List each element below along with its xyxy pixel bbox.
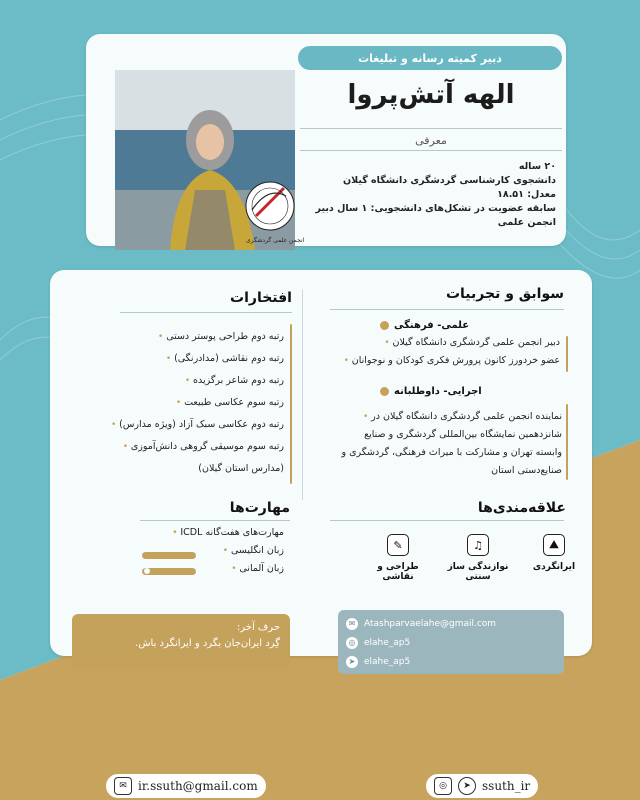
interests-title: علاقه‌مندی‌ها xyxy=(477,500,566,516)
experience-group-heading xyxy=(380,320,570,331)
association-logo xyxy=(238,176,305,246)
honors-divider xyxy=(120,312,292,313)
bio-block xyxy=(300,160,556,230)
interest-label: نوازندگی ساز سنتی xyxy=(447,562,509,582)
telegram-icon: ➤ xyxy=(458,777,476,795)
german-skill-bar xyxy=(142,568,196,575)
experience-group-label: علمی- فرهنگی xyxy=(394,320,470,331)
instagram-icon: ◎ xyxy=(434,777,452,795)
honors-title: افتخارات xyxy=(230,290,292,306)
person-name: الهه آتش‌پروا xyxy=(347,80,515,110)
role-badge: دبیر کمیته رسانه و تبلیغات xyxy=(298,46,562,70)
footer-handle[interactable]: ssuth_ir xyxy=(482,779,531,793)
column-divider xyxy=(302,290,303,500)
list-item: دبیر انجمن علمی گردشگری دانشگاه گیلان • xyxy=(312,334,560,352)
contact-instagram[interactable]: elahe_ap5 xyxy=(364,637,411,648)
skills-title: مهارت‌ها xyxy=(229,500,290,516)
closing-quote-box xyxy=(72,614,290,670)
experience-group-label: اجرایی- داوطلبانه xyxy=(394,386,482,397)
intro-label: معرفی xyxy=(415,134,447,147)
footer-social-pill xyxy=(426,774,538,798)
hiking-icon: ⛰ xyxy=(543,534,565,556)
experience-group-heading xyxy=(380,386,570,397)
palette-icon: ✎ xyxy=(387,534,409,556)
contact-telegram[interactable]: elahe_ap5 xyxy=(364,656,411,667)
interests-divider xyxy=(330,520,564,521)
email-icon: ✉ xyxy=(346,618,358,630)
list-item-continued: صنایع‌دستی استان xyxy=(491,465,562,476)
list-item: نماینده انجمن علمی گردشگری دانشگاه گیلان در • xyxy=(312,408,562,426)
quote-label: حرف آخر: xyxy=(236,622,280,633)
drum-icon: ♫ xyxy=(467,534,489,556)
bullet-dot-icon xyxy=(380,387,389,396)
english-skill-bar xyxy=(142,552,196,559)
interest-item xyxy=(522,534,586,572)
experience-list xyxy=(312,408,562,480)
bio-line: معدل: ۱۸.۵۱ xyxy=(497,189,556,200)
list-item: رتبه دوم نقاشی (مدادرنگی) • xyxy=(100,348,284,370)
skill-item: زبان انگلیسی • xyxy=(150,542,284,560)
contact-row xyxy=(346,652,556,671)
bio-line: دانشجوی کارشناسی گردشگری دانشگاه گیلان xyxy=(343,175,556,186)
skill-item: زبان آلمانی • xyxy=(150,560,284,578)
experience-divider xyxy=(330,309,564,310)
skill-bar-knob xyxy=(144,568,150,574)
interest-label: ایرانگردی xyxy=(532,562,576,572)
timeline-bar xyxy=(566,336,568,372)
list-item-continued: (مدارس استان گیلان) xyxy=(198,463,284,474)
list-item: رتبه دوم شاعر برگزیده • xyxy=(100,370,284,392)
svg-text:انجمن علمی گردشگری: انجمن علمی گردشگری xyxy=(246,237,305,244)
list-item-continued: شانزدهمین نمایشگاه بین‌المللی گردشگری و صنایع xyxy=(364,429,562,440)
intro-divider xyxy=(300,150,562,151)
experience-title: سوابق و تجربیات xyxy=(445,286,564,302)
list-item: رتبه دوم عکاسی سبک آزاد (ویژه مدارس) • xyxy=(100,414,284,436)
contact-row xyxy=(346,633,556,652)
interest-item xyxy=(366,534,430,582)
email-icon: ✉ xyxy=(114,777,132,795)
bullet-dot-icon xyxy=(380,321,389,330)
timeline-bar xyxy=(566,404,568,480)
contact-email[interactable]: Atashparvaelahe@gmail.com xyxy=(364,618,497,629)
experience-list xyxy=(312,334,560,370)
list-item-continued: وابسته تهران و مشارکت با میراث فرهنگی، گردشگری و xyxy=(341,447,562,458)
skill-item: مهارت‌های هفت‌گانه ICDL • xyxy=(150,524,284,542)
interest-item xyxy=(446,534,510,582)
instagram-icon: ◎ xyxy=(346,637,358,649)
quote-text: گِرد ایران‌جان بگرد و ایرانگرد باش. xyxy=(135,638,280,649)
list-item: عضو خردورز کانون پرورش فکری کودکان و نوجوانان • xyxy=(312,352,560,370)
footer-email-pill xyxy=(106,774,266,798)
list-item: رتبه سوم عکاسی طبیعت • xyxy=(100,392,284,414)
header-divider xyxy=(300,128,562,129)
contact-row xyxy=(346,614,556,633)
list-item: رتبه سوم موسیقی گروهی دانش‌آموزی • xyxy=(100,436,284,458)
timeline-bar xyxy=(290,324,292,484)
list-item: رتبه دوم طراحی پوستر دستی • xyxy=(100,326,284,348)
bio-line: ۲۰ ساله xyxy=(518,161,556,172)
interest-label: طراحی و نقاشی xyxy=(377,562,419,582)
bio-line: سابقه عضویت در تشکل‌های دانشجویی: ۱ سال دبیر انجمن علمی xyxy=(315,203,556,228)
skills-divider xyxy=(140,520,290,521)
footer-email[interactable]: ir.ssuth@gmail.com xyxy=(138,779,258,793)
telegram-icon: ➤ xyxy=(346,656,358,668)
contact-box xyxy=(338,610,564,674)
honors-list xyxy=(100,326,284,480)
